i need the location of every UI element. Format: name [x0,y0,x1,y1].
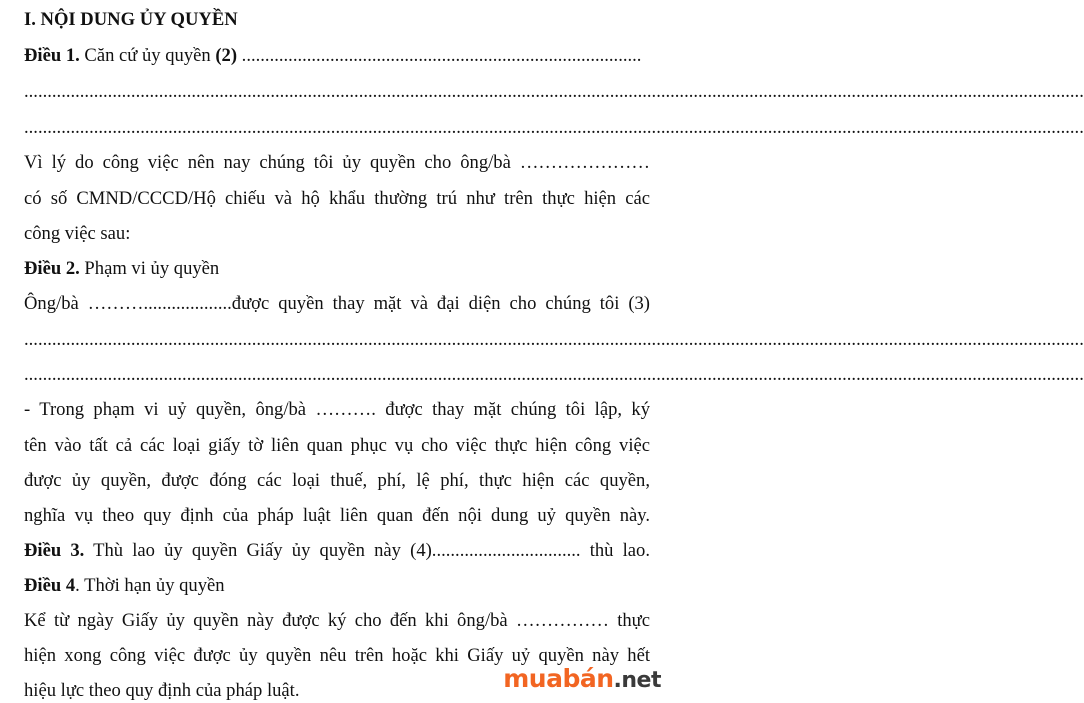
body-text-line: nghĩa vụ theo quy định của pháp luật liên quan đến nội dung uỷ quyền này. [24,505,650,526]
body-text-line: tên vào tất cả các loại giấy tờ liên quan phục vụ cho việc thực hiện công việc [24,435,650,456]
body-text-line: công việc sau: [24,223,131,244]
muaban-logo: muabán.net [503,664,661,693]
article-1-line: Điều 1. Căn cứ ủy quyền (2) ...................................................................................... [24,45,642,66]
dotted-fill-line: .................................................................................................................................................................................................................................... [24,364,1084,385]
body-text-line: hiện xong công việc được ủy quyền nêu trên hoặc khi Giấy uỷ quyền này hết [24,645,650,666]
article-3-line: Điều 3. Thù lao ủy quyền Giấy ủy quyền này (4)................................ thù lao. [24,540,651,561]
dotted-fill-line: .................................................................................................................................................................................................................................... [24,117,1084,138]
body-text-line: - Trong phạm vi uỷ quyền, ông/bà ………. được thay mặt chúng tôi lập, ký [24,399,650,420]
section-heading: I. NỘI DUNG ỦY QUYỀN [24,9,238,30]
body-text-line: Kể từ ngày Giấy ủy quyền này được ký cho đến khi ông/bà …………… thực [24,610,650,631]
article-4-number: Điều 4 [24,575,76,596]
article-3-number: Điều 3. [24,540,85,561]
body-text-line: Ông/bà ………...................được quyền thay mặt và đại diện cho chúng tôi (3) [24,293,650,314]
body-text-line: được ủy quyền, được đóng các loại thuế, phí, lệ phí, thực hiện các quyền, [24,470,650,491]
dotted-fill-line: .................................................................................................................................................................................................................................... [24,81,1084,102]
body-text-line: Vì lý do công việc nên nay chúng tôi ủy quyền cho ông/bà ………………… [24,152,650,173]
article-1-number: Điều 1. [24,45,80,66]
article-2-number: Điều 2. [24,258,80,279]
body-text-line: có số CMND/CCCD/Hộ chiếu và hộ khẩu thường trú như trên thực hiện các [24,188,650,209]
dotted-fill-line: .................................................................................................................................................................................................................................... [24,329,1084,350]
article-4-line: Điều 4. Thời hạn ủy quyền [24,575,225,596]
article-2-line: Điều 2. Phạm vi ủy quyền [24,258,220,279]
body-text-line: hiệu lực theo quy định của pháp luật. [24,680,300,701]
